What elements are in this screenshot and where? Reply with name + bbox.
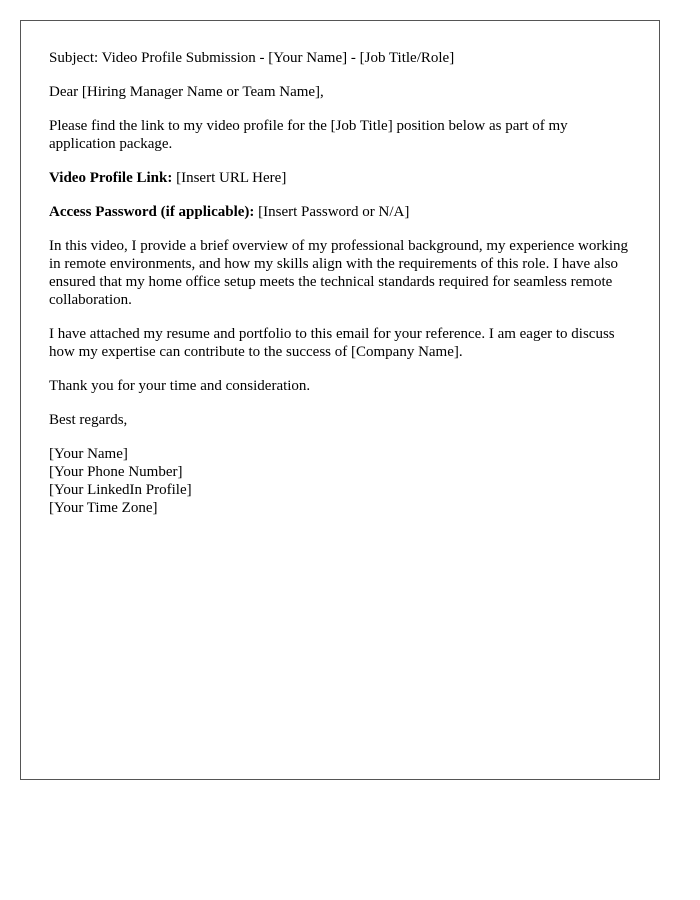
signature-block bbox=[49, 445, 633, 517]
video-link-label: Video Profile Link: bbox=[49, 170, 173, 186]
signature-linkedin: [Your LinkedIn Profile] bbox=[49, 482, 192, 498]
signature-phone: [Your Phone Number] bbox=[49, 464, 183, 480]
video-link-line bbox=[49, 169, 633, 187]
access-password-value: [Insert Password or N/A] bbox=[254, 204, 410, 220]
signature-name: [Your Name] bbox=[49, 446, 128, 462]
access-password-line bbox=[49, 203, 633, 221]
letter-page bbox=[20, 20, 660, 780]
signature-timezone: [Your Time Zone] bbox=[49, 500, 158, 516]
body-paragraph-1: In this video, I provide a brief overview of my professional background, my experience working in remote environments, and how my skills align with the requirements of this role. I have also ensured that my home office setup meets the technical standards required for seamless remote collaboration. bbox=[49, 238, 628, 308]
closing-line: Best regards, bbox=[49, 412, 128, 428]
access-password-label: Access Password (if applicable): bbox=[49, 204, 255, 220]
intro-paragraph: Please find the link to my video profile for the [Job Title] position below as part of my application package. bbox=[49, 118, 568, 152]
body-paragraph-2: I have attached my resume and portfolio to this email for your reference. I am eager to discuss how my expertise can contribute to the success of [Company Name]. bbox=[49, 326, 615, 360]
letter-body bbox=[49, 49, 633, 533]
subject-line: Subject: Video Profile Submission - [Your Name] - [Job Title/Role] bbox=[49, 50, 455, 66]
video-link-value: [Insert URL Here] bbox=[172, 170, 287, 186]
thanks-line: Thank you for your time and consideration. bbox=[49, 378, 311, 394]
greeting: Dear [Hiring Manager Name or Team Name], bbox=[49, 84, 324, 100]
